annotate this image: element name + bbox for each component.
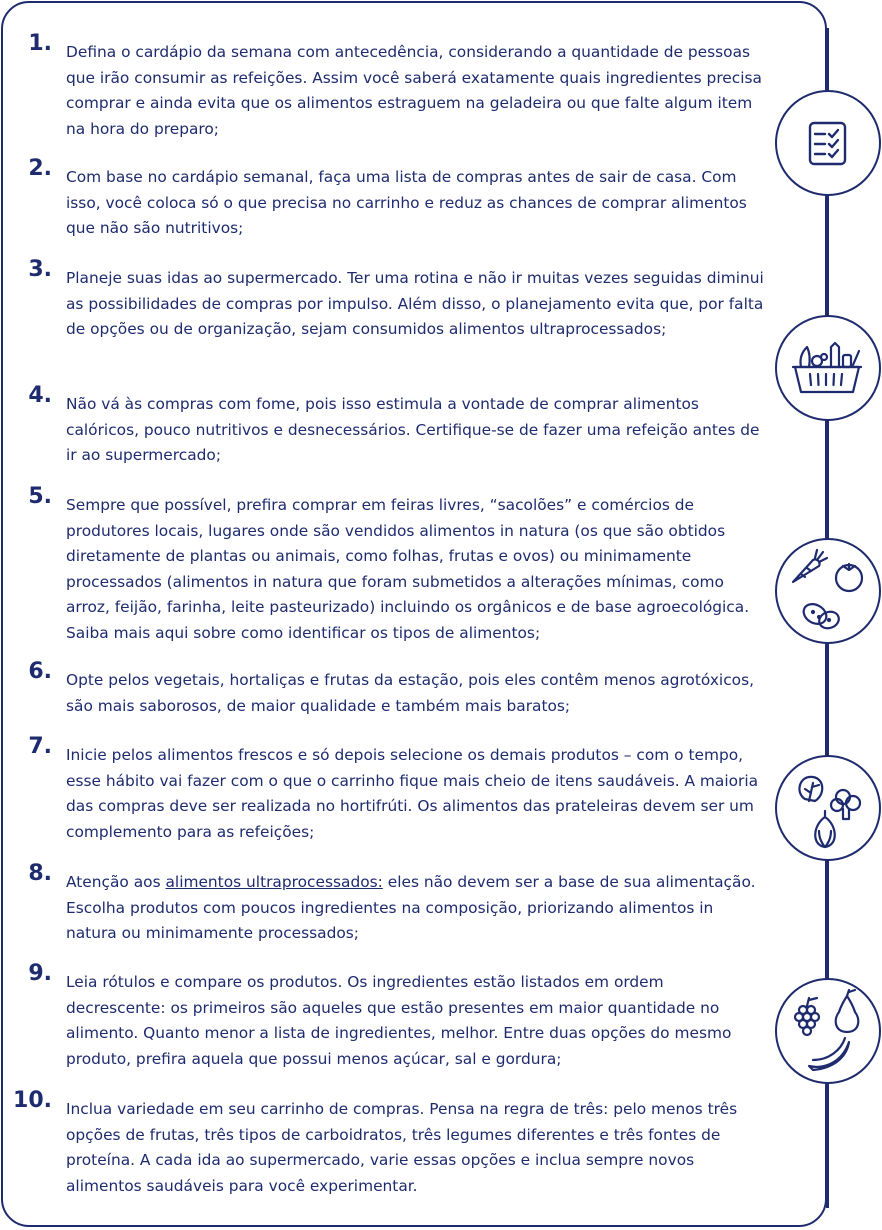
tip-text xyxy=(66,870,766,947)
tip-text: Defina o cardápio da semana com antecedência, considerando a quantidade de pessoas que irão consumir as refeições. Assim você saberá exatamente quais ingredientes precisa comprar e ainda evita que os alimentos estraguem na geladeira ou que falte algum item na hora do preparo; xyxy=(66,43,762,138)
tip-number: 5. xyxy=(28,484,52,509)
tip-number: 9. xyxy=(28,961,52,986)
fruits-circle xyxy=(775,978,881,1084)
grapes-pear-banana-icon xyxy=(777,980,878,1081)
checklist-icon xyxy=(777,92,878,193)
tip-text: Inclua variedade em seu carrinho de compras. Pensa na regra de três: pelo menos três opções de frutas, três tipos de carboidratos, três legumes diferentes e três fontes de proteína. A cada ida ao supermercado, varie essas opções e inclua sempre novos alimentos saudáveis para você experimentar. xyxy=(66,1100,738,1195)
grocery-basket-icon xyxy=(777,317,878,418)
tip-text: Opte pelos vegetais, hortaliças e frutas da estação, pois eles contêm menos agrotóxicos, são mais saborosos, de maior qualidade e também mais baratos; xyxy=(66,671,754,715)
tip-text-before: Atenção aos xyxy=(66,873,166,891)
ultraprocessados-link[interactable]: alimentos ultraprocessados: xyxy=(165,873,383,891)
checklist-circle xyxy=(775,90,881,196)
tip-number: 4. xyxy=(28,383,52,408)
tip-text-after: eles não devem ser a base de sua alimentação. Escolha produtos com poucos ingredientes na composição, priorizando alimentos in natura ou minimamente processados; xyxy=(66,873,756,942)
tip-text: Não vá às compras com fome, pois isso estimula a vontade de comprar alimentos calóricos, pouco nutritivos e desnecessários. Certifique-se de fazer uma refeição antes de ir ao supermercado; xyxy=(66,395,760,464)
tip-number: 7. xyxy=(28,734,52,759)
tip-number: 8. xyxy=(28,861,52,886)
spinach-broccoli-onion-icon xyxy=(777,757,878,858)
tip-number: 2. xyxy=(28,156,52,181)
tip-number: 10. xyxy=(13,1088,52,1113)
tip-text: Com base no cardápio semanal, faça uma lista de compras antes de sair de casa. Com isso, você coloca só o que precisa no carrinho e reduz as chances de comprar alimentos que não são nutritivos; xyxy=(66,168,747,237)
tip-number: 3. xyxy=(28,257,52,282)
basket-circle xyxy=(775,315,881,421)
tip-text: Sempre que possível, prefira comprar em feiras livres, “sacolões” e comércios de produtores locais, lugares onde são vendidos alimentos in natura (os que são obtidos diretamente de plantas ou animais, como folhas, frutas e ovos) ou minimamente processados (alimentos in natura que foram submetidos a alterações mínimas, como arroz, feijão, farinha, leite pasteurizado) incluindo os orgânicos e de base agroecológica. Saiba mais aqui sobre como identificar os tipos de alimentos; xyxy=(66,496,750,642)
vegetables-circle xyxy=(775,538,881,644)
greens-circle xyxy=(775,755,881,861)
tip-text: Leia rótulos e compare os produtos. Os ingredientes estão listados em ordem decrescente: os primeiros são aqueles que estão presentes em maior quantidade no alimento. Quanto menor a lista de ingredientes, melhor. Entre duas opções do mesmo produto, prefira aquela que possui menos açúcar, sal e gordura; xyxy=(66,973,732,1068)
tip-text: Inicie pelos alimentos frescos e só depois selecione os demais produtos – com o tempo, esse hábito vai fazer com o que o carrinho fique mais cheio de itens saudáveis. A maioria das compras deve ser realizada no hortifrúti. Os alimentos das prateleiras devem ser um complemento para as refeições; xyxy=(66,746,759,841)
carrot-tomato-potato-icon xyxy=(777,540,878,641)
tip-number: 6. xyxy=(28,659,52,684)
tip-text: Planeje suas idas ao supermercado. Ter uma rotina e não ir muitas vezes seguidas diminui as possibilidades de compras por impulso. Além disso, o planejamento evita que, por falta de opções ou de organização, sejam consumidos alimentos ultraprocessados; xyxy=(66,269,764,338)
tip-number: 1. xyxy=(28,31,52,56)
